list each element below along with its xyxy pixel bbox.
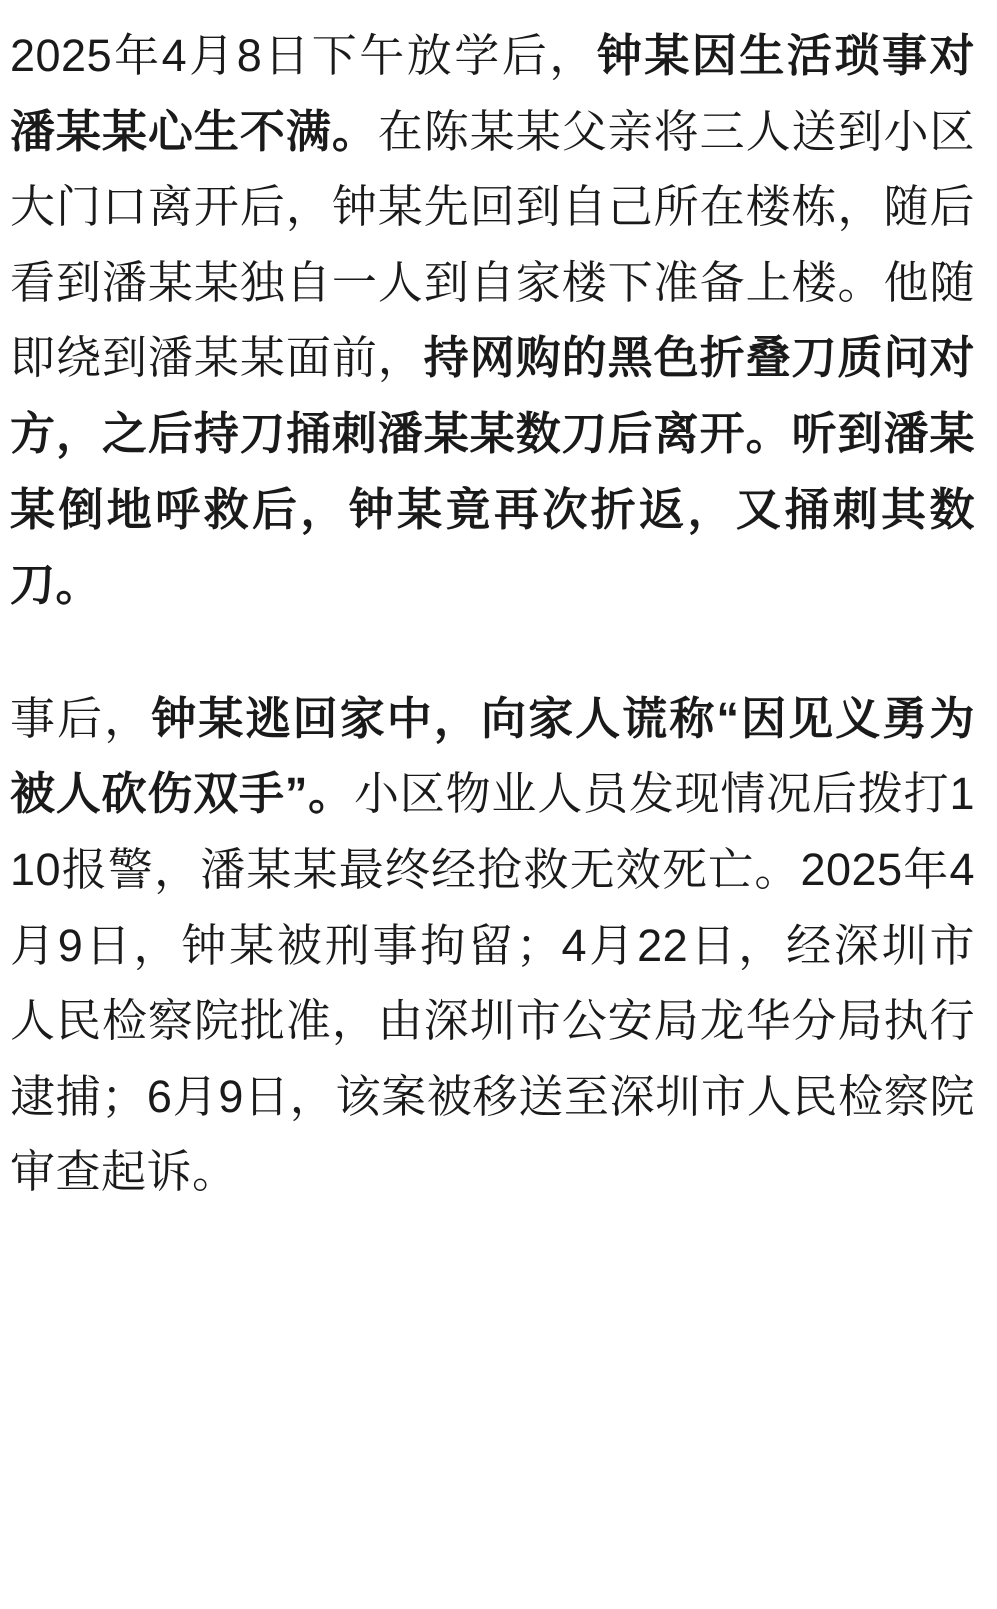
text-run-emphasis: 钟某逃回家中，向家人谎称“因见义勇为被人砍伤双手”。: [10, 692, 975, 820]
text-run-emphasis: 持网购的黑色折叠刀质问对方，之后持刀捅刺潘某某数刀后离开。听到潘某某倒地呼救后，钟某竟再次折返，又捅刺其数刀。: [10, 332, 975, 611]
text-run: 在陈某某父亲将三人送到小区大门口离开后，钟某先回到自己所在楼栋，随后看到潘某某独自一人到自家楼下准备上楼。他随即绕到潘某某面前，: [10, 105, 975, 384]
text-run: 小区物业人员发现情况后拨打110报警，潘某某最终经抢救无效死亡。2025年4月9日，钟某被刑事拘留；4月22日，经深圳市人民检察院批准，由深圳市公安局龙华分局执行逮捕；6月9日，该案被移送至深圳市人民检察院审查起诉。: [10, 768, 975, 1198]
text-run: 2025年4月8日下午放学后，: [10, 30, 597, 81]
text-run: 事后，: [10, 692, 152, 744]
paragraph-2: [10, 681, 975, 1210]
paragraph-1: [10, 18, 975, 623]
text-run-emphasis: 钟某因生活琐事对潘某某心生不满。: [10, 30, 975, 157]
